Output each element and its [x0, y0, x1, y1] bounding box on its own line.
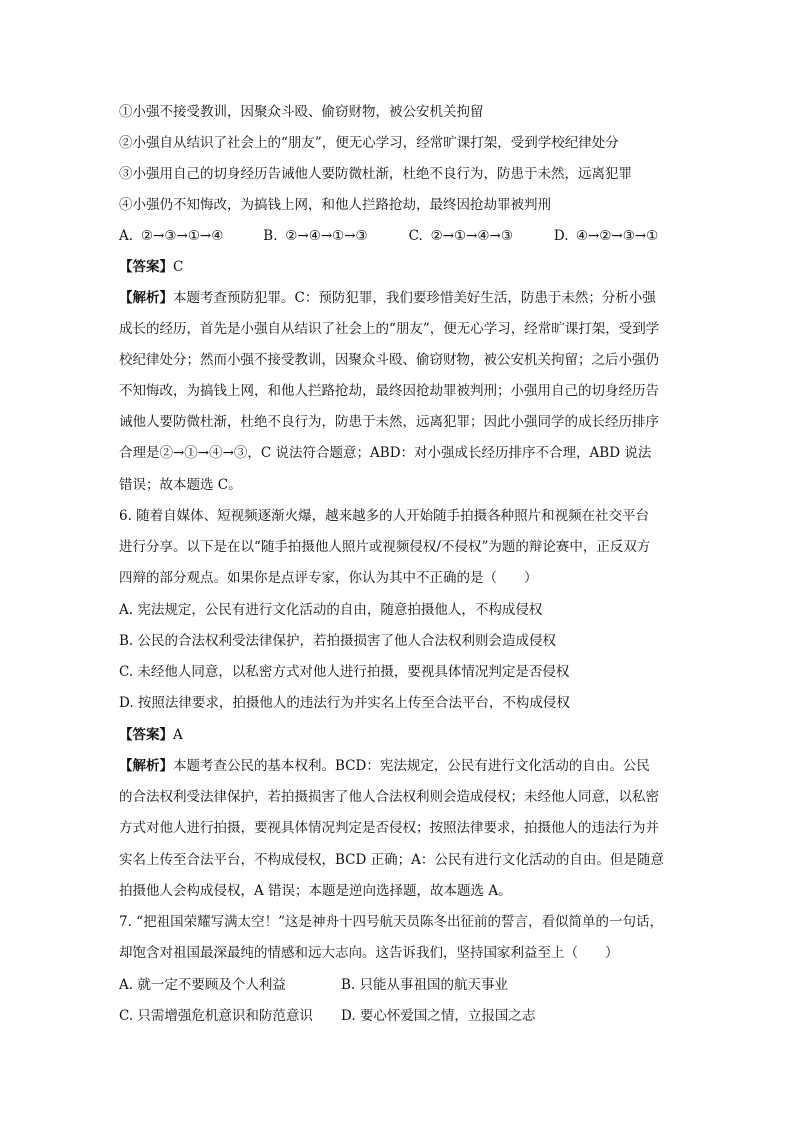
answer-value: A [173, 727, 183, 743]
q7-options-row [119, 975, 508, 995]
q5-options [119, 226, 658, 246]
q6-option-b: B. 公民的合法权利受法律保护，若拍摄损害了他人合法权利则会造成侵权 [119, 633, 557, 649]
q5-item-2: ②小强自从结识了社会上的“朋友”，便无心学习，经常旷课打架，受到学校纪律处分 [119, 135, 619, 151]
q6-analysis-line: 【解析】本题考查公民的基本权利。BCD：宪法规定，公民有进行文化活动的自由。公民 [119, 758, 650, 774]
q5-answer [119, 257, 679, 277]
q5-analysis-line: 错误；故本题选 C。 [119, 477, 242, 493]
q6-analysis-line: 拍摄他人会构成侵权，A 错误；本题是逆向选择题，故本题选 A。 [119, 883, 512, 899]
analysis-tag: 【解析】 [119, 290, 173, 306]
q6-analysis-line: 的合法权利受法律保护，若拍摄损害了他人合法权利则会造成侵权；未经他人同意，以私密 [119, 789, 659, 805]
q5-option-d: D. ④→②→③→① [553, 228, 659, 244]
q6-analysis-line: 方式对他人进行拍摄，要视具体情况判定是否侵权；按照法律要求，拍摄他人的违法行为并 [119, 820, 659, 836]
q5-item-3: ③小强用自己的切身经历告诫他人要防微杜渐，杜绝不良行为，防患于未然，远离犯罪 [119, 166, 632, 182]
q5-analysis-line: 不知悔改，为搞钱上网，和他人拦路抢劫，最终因抢劫罪被判刑；小强用自己的切身经历告 [119, 383, 659, 399]
q6-option-a: A. 宪法规定，公民有进行文化活动的自由，随意拍摄他人，不构成侵权 [119, 602, 543, 618]
q6-option-d: D. 按照法律要求，拍摄他人的违法行为并实名上传至合法平台，不构成侵权 [119, 695, 570, 711]
q7-stem-line: 7. “把祖国荣耀写满太空！”这是神舟十四号航天员陈冬出征前的誓言，看似简单的一句话， [119, 914, 663, 930]
answer-tag: 【答案】 [119, 259, 173, 275]
q6-stem-line: 进行分享。以下是在以“随手拍摄他人照片或视频侵权/不侵权”为题的辩论赛中，正反双方 [119, 539, 651, 555]
q7-options-row [119, 1006, 535, 1026]
q5-analysis-line: 成长的经历，首先是小强自从结识了社会上的“朋友”，便无心学习，经常旷课打架，受到学 [119, 321, 660, 337]
analysis-tag: 【解析】 [119, 758, 173, 774]
q5-analysis-line: 【解析】本题考查预防犯罪。C：预防犯罪，我们要珍惜美好生活，防患于未然；分析小强 [119, 290, 656, 306]
q5-item-4: ④小强仍不知悔改，为搞钱上网，和他人拦路抢劫，最终因抢劫罪被判刑 [119, 197, 551, 213]
q7-option-c: C. 只需增强危机意识和防范意识 [119, 1008, 313, 1024]
q6-stem-line: 6. 随着自媒体、短视频逐渐火爆，越来越多的人开始随手拍摄各种照片和视频在社交平台 [119, 508, 650, 524]
q7-option-a: A. 就一定不要顾及个人利益 [119, 977, 286, 993]
q6-option-c: C. 未经他人同意，以私密方式对他人进行拍摄，要视具体情况判定是否侵权 [119, 664, 570, 680]
q5-option-c: C. ②→①→④→③ [408, 228, 513, 244]
q7-option-d: D. 要心怀爱国之情，立报国之志 [341, 1008, 536, 1024]
q5-item-1: ①小强不接受教训，因聚众斗殴、偷窃财物，被公安机关拘留 [119, 104, 484, 120]
q5-analysis-line: 诫他人要防微杜渐，杜绝不良行为，防患于未然，远离犯罪；因此小强同学的成长经历排序 [119, 414, 659, 430]
q6-stem-line: 四辩的部分观点。如果你是点评专家，你认为其中不正确的是（ ） [119, 570, 538, 586]
q7-option-b: B. 只能从事祖国的航天事业 [341, 977, 509, 993]
q7-stem-line: 却饱含对祖国最深最纯的情感和远大志向。这告诉我们，坚持国家利益至上（ ） [119, 945, 619, 961]
q6-analysis-line: 实名上传至合法平台，不构成侵权，BCD 正确；A：公民有进行文化活动的自由。但是随意 [119, 852, 664, 868]
q5-analysis-line: 校纪律处分；然而小强不接受教训，因聚众斗殴、偷窃财物，被公安机关拘留；之后小强仍 [119, 352, 659, 368]
q5-analysis-line: 合理是②→①→④→③，C 说法符合题意；ABD：对小强成长经历排序不合理，ABD 说法 [119, 445, 652, 461]
answer-value: C [173, 259, 184, 275]
q6-answer [119, 725, 679, 745]
q5-option-a: A. ②→③→①→④ [119, 228, 224, 244]
answer-tag: 【答案】 [119, 727, 173, 743]
q5-option-b: B. ②→④→①→③ [263, 228, 368, 244]
